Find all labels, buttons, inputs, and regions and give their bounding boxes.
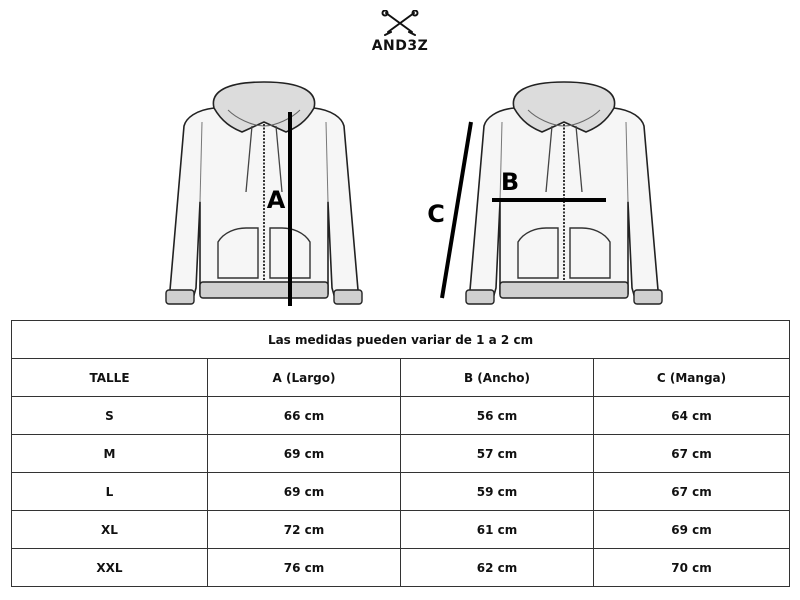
hoodie-back-drawing [466,82,662,304]
width-cell: 61 cm [401,511,594,549]
table-note-row [12,321,790,359]
length-cell: 69 cm [208,473,401,511]
column-header-length: A (Largo) [208,359,401,397]
length-cell: 66 cm [208,397,401,435]
measurement-note: Las medidas pueden variar de 1 a 2 cm [12,321,790,359]
hoodie-front-drawing [166,82,362,304]
size-cell: XL [12,511,208,549]
sleeve-cell: 67 cm [594,473,790,511]
table-row [12,473,790,511]
sleeve-cell: 67 cm [594,435,790,473]
size-cell: S [12,397,208,435]
size-cell: L [12,473,208,511]
table-row [12,511,790,549]
table-row [12,549,790,587]
column-header-sleeve: C (Manga) [594,359,790,397]
length-cell: 76 cm [208,549,401,587]
table-row [12,397,790,435]
sleeve-cell: 64 cm [594,397,790,435]
length-cell: 69 cm [208,435,401,473]
size-chart-table [11,320,790,587]
brand-name: AND3Z [371,38,429,54]
size-cell: M [12,435,208,473]
table-header-row [12,359,790,397]
sleeve-cell: 70 cm [594,549,790,587]
column-header-size: TALLE [12,359,208,397]
width-cell: 56 cm [401,397,594,435]
column-header-width: B (Ancho) [401,359,594,397]
measure-c-line [442,122,471,298]
table-row [12,435,790,473]
sleeve-cell: 69 cm [594,511,790,549]
measure-b-label: B [500,168,520,196]
width-cell: 62 cm [401,549,594,587]
length-cell: 72 cm [208,511,401,549]
size-cell: XXL [12,549,208,587]
width-cell: 59 cm [401,473,594,511]
measure-c-label: C [427,200,445,228]
width-cell: 57 cm [401,435,594,473]
measure-a-label: A [266,186,286,214]
